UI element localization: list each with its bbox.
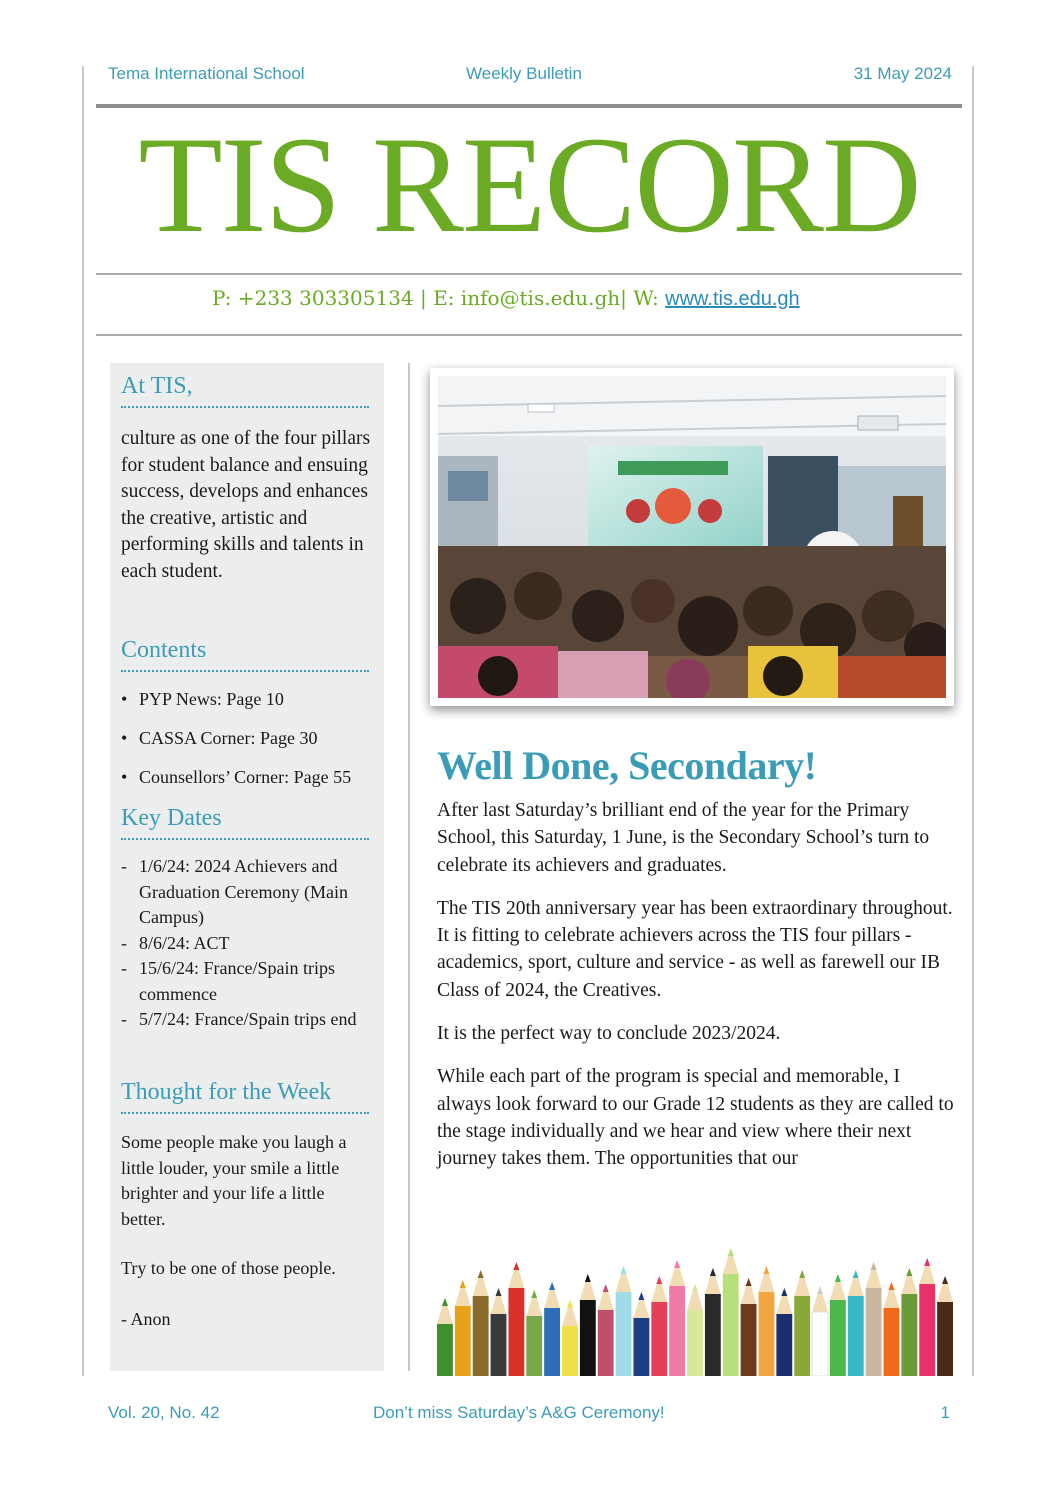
article-title: Well Done, Secondary! [437,743,817,788]
pencil-body [491,1314,507,1376]
pencil-lead [763,1266,769,1274]
article-paragraph: After last Saturday’s brilliant end of the year for the Primary School, this Saturday, 1 June, is the Secondary School’s turn to celebrate its achievers and graduates. [437,800,930,876]
pencil-lead [674,1260,680,1268]
at-tis-heading: At TIS, [121,373,369,408]
pencil-body [669,1286,685,1376]
pencil-body [866,1288,882,1376]
key-dates-list [121,854,381,1033]
pencil-body [562,1326,578,1376]
pencil-body [901,1294,917,1376]
pencil-body [508,1288,524,1376]
pencil-lead [906,1268,912,1276]
thought-quote: Some people make you laugh a little louder, your smile a little brighter and your life a little better. [121,1132,347,1229]
pencil-lead [817,1286,823,1294]
article-body [437,797,957,1189]
contents-item: • PYP News: Page 10 [121,688,381,727]
key-date-item: - 15/6/24: France/Spain trips commence [121,956,381,1007]
pencil-body [812,1312,828,1376]
pencil-lead [621,1266,627,1274]
pencil-lead [531,1290,537,1298]
pencil-body [919,1284,935,1376]
pencil-body [598,1310,614,1376]
website-link[interactable]: www.tis.edu.gh [665,288,800,310]
pencil-body [616,1292,632,1376]
pencil-lead [924,1258,930,1266]
thought-heading: Thought for the Week [121,1079,369,1114]
pencil-body [794,1296,810,1376]
volume-number: Vol. 20, No. 42 [108,1403,220,1422]
pencil-body [741,1304,757,1376]
pencil-lead [692,1284,698,1292]
pencil-body [580,1300,596,1376]
article-paragraph: While each part of the program is special and memorable, I always look forward to our Grade 12 students as they are called to the stage individually and we hear and view where their next journey takes them. The opportunities that our [437,1066,954,1170]
pencil-body [455,1306,471,1376]
pencil-body [884,1308,900,1376]
pencil-body [705,1294,721,1376]
pencil-body [526,1316,542,1376]
pencil-body [776,1314,792,1376]
pencil-lead [710,1268,716,1276]
pencil-body [651,1302,667,1376]
issue-date: 31 May 2024 [853,64,952,83]
contents-item: • Counsellors’ Corner: Page 55 [121,766,381,805]
pencil-lead [603,1284,609,1292]
pencil-lead [442,1298,448,1306]
pencil-body [759,1292,775,1376]
key-date-item: - 8/6/24: ACT [121,931,381,957]
pencil-lead [871,1262,877,1270]
key-date-item: - 1/6/24: 2024 Achievers and Graduation Ceremony (Main Campus) [121,854,381,931]
pencil-lead [496,1288,502,1296]
pencil-lead [781,1288,787,1296]
pencil-body [723,1274,739,1376]
thought-attribution: - Anon [121,1309,171,1329]
footer-bar [96,1403,962,1427]
bulletin-type: Weekly Bulletin [466,64,582,83]
contents-heading: Contents [121,637,369,672]
page-left-border [82,66,84,1376]
article-paragraph: It is the perfect way to conclude 2023/2024. [437,1023,781,1045]
contact-rule [96,334,962,336]
pencil-lead [478,1270,484,1278]
pencil-body [473,1296,489,1376]
masthead-title: TIS RECORD [138,108,920,261]
colored-pencils-illustration [436,1240,954,1376]
pencil-lead [567,1300,573,1308]
pencil-lead [746,1278,752,1286]
thought-line: Try to be one of those people. [121,1258,336,1278]
pencil-lead [656,1276,662,1284]
photo-frame [430,368,954,706]
at-tis-text: culture as one of the four pillars for student balance and ensuing success, develops and enhances the creative, artistic and performing skills and talents in each student. [121,428,371,582]
pencil-lead [513,1262,519,1270]
contents-list [121,688,381,805]
contact-line [212,286,800,311]
page-right-border [972,66,974,1376]
article-paragraph: The TIS 20th anniversary year has been extraordinary throughout. It is fitting to celebrate achievers across the TIS four pillars - academics, sport, culture and service - as well as farewell our IB Class of 2024, the Creatives. [437,897,953,1001]
pencil-lead [799,1270,805,1278]
pencil-lead [460,1280,466,1288]
header-bar [96,64,962,90]
column-divider [408,363,410,1371]
masthead-rule [96,273,962,275]
sidebar [110,363,384,1371]
pencil-lead [549,1282,555,1290]
pencil-lead [888,1282,894,1290]
pencil-body [633,1318,649,1376]
pencil-body [937,1302,953,1376]
school-name: Tema International School [108,64,305,83]
pencil-lead [638,1292,644,1300]
pencil-body [848,1296,864,1376]
pencil-body [687,1310,703,1376]
key-dates-heading: Key Dates [121,805,369,840]
pencil-lead [728,1248,734,1256]
pencil-body [437,1324,453,1376]
pencil-lead [942,1276,948,1284]
pencil-body [830,1300,846,1376]
contact-details: P: +233 303305134 | E: info@tis.edu.gh| W: [212,286,666,310]
page-number: 1 [940,1403,950,1422]
pencil-lead [585,1274,591,1282]
ceremony-photo [438,376,946,698]
footer-reminder: Don’t miss Saturday’s A&G Ceremony! [373,1403,665,1422]
pencil-lead [835,1274,841,1282]
pencil-lead [853,1270,859,1278]
pencil-body [544,1308,560,1376]
contents-item: • CASSA Corner: Page 30 [121,727,381,766]
key-date-item: - 5/7/24: France/Spain trips end [121,1007,381,1033]
